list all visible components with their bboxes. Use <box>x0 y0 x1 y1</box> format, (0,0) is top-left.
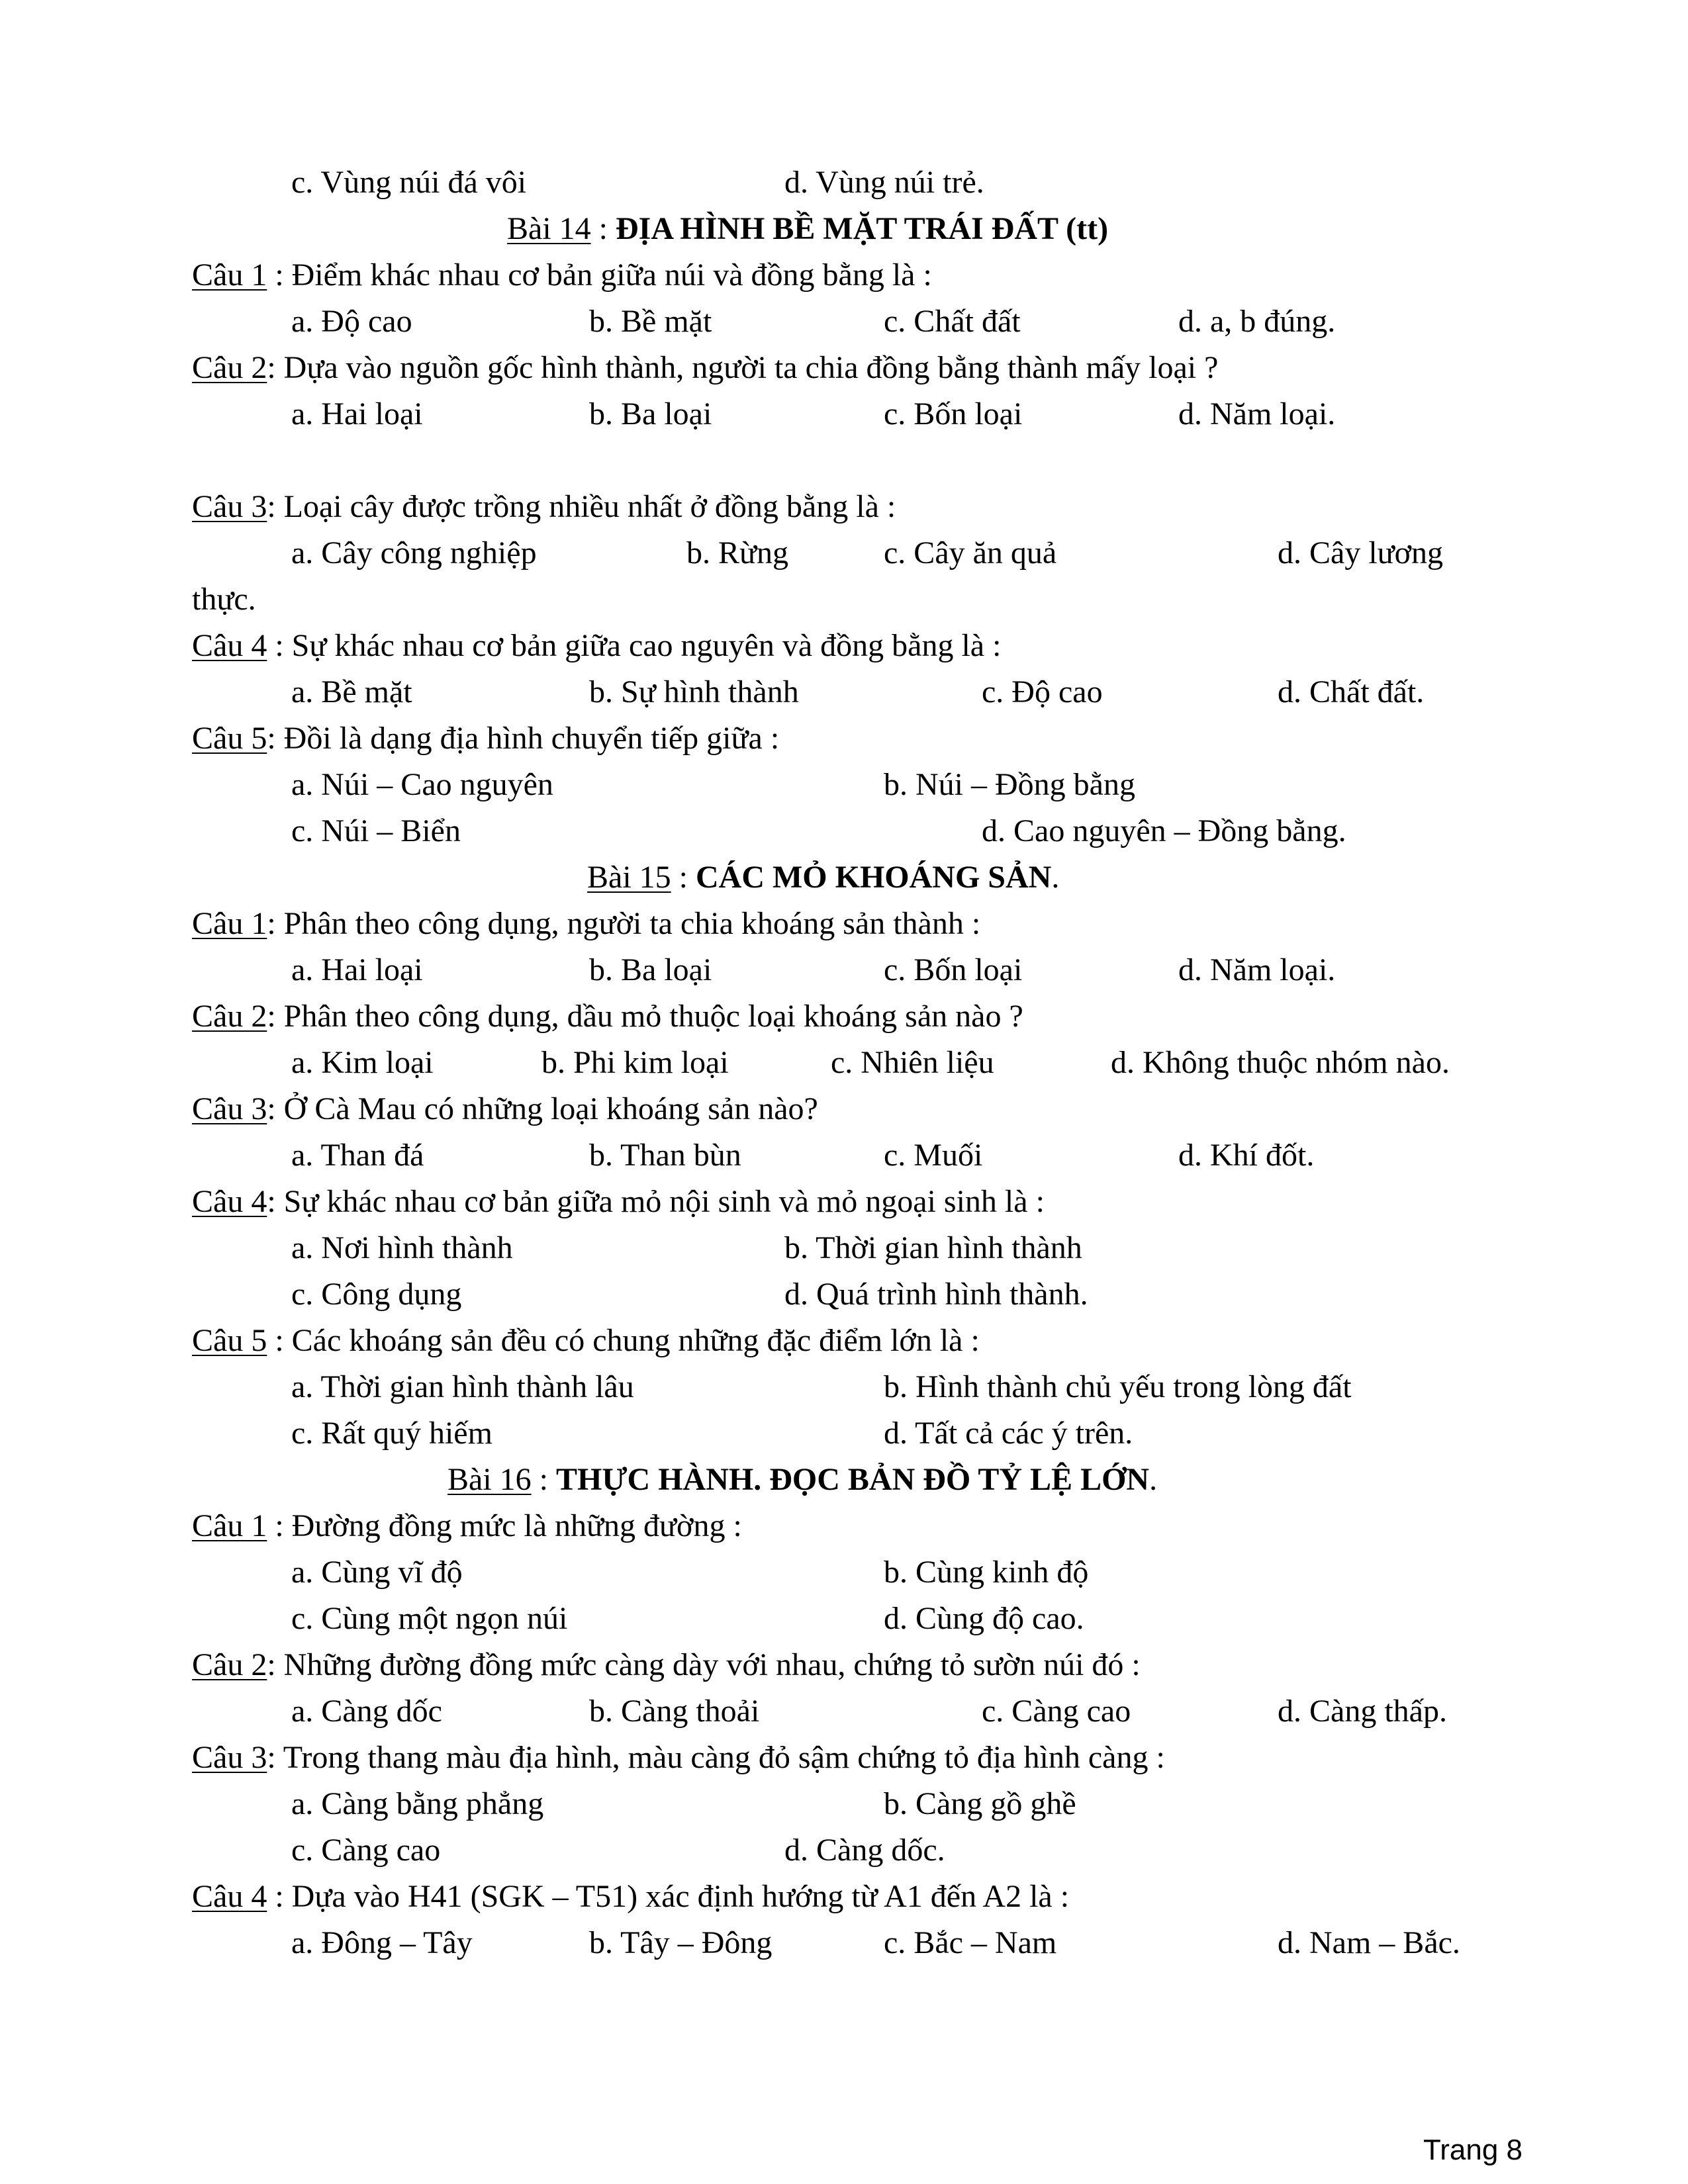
option: c. Rất quý hiếm <box>291 1416 492 1451</box>
question-label: Câu 5 <box>192 1323 267 1358</box>
option: d. Cao nguyên – Đồng bằng. <box>982 813 1346 848</box>
question-label: Câu 4 <box>192 1184 267 1219</box>
question-text: : Sự khác nhau cơ bản giữa cao nguyên và đồng bằng là : <box>267 628 1002 663</box>
question <box>192 997 1023 1036</box>
question-text: : Các khoáng sản đều có chung những đặc điểm lớn là : <box>267 1323 980 1358</box>
question <box>192 487 896 527</box>
question-text: : Trong thang màu địa hình, màu càng đỏ sậm chứng tỏ địa hình càng : <box>267 1740 1165 1775</box>
option: d. Năm loại. <box>1178 396 1336 432</box>
section-heading: Bài 15 : CÁC MỎ KHOÁNG SẢN. <box>587 860 1060 895</box>
option: a. Núi – Cao nguyên <box>291 767 553 802</box>
question-label: Câu 4 <box>192 628 267 663</box>
question <box>192 1645 1141 1685</box>
option: a. Thời gian hình thành lâu <box>291 1369 634 1404</box>
question <box>192 1877 1069 1917</box>
option: c. Cây ăn quả <box>884 535 1057 570</box>
option: d. Không thuộc nhóm nào. <box>1111 1045 1450 1080</box>
option: a. Đông – Tây <box>291 1925 473 1960</box>
option: b. Núi – Đồng bằng <box>884 767 1135 802</box>
question <box>192 719 779 758</box>
question <box>192 1738 1165 1778</box>
question-text: : Điểm khác nhau cơ bản giữa núi và đồng bằng là : <box>267 257 932 293</box>
question-label: Câu 5 <box>192 721 267 756</box>
option: d. Quá trình hình thành. <box>784 1277 1088 1312</box>
question-label: Câu 2 <box>192 999 267 1034</box>
question <box>192 626 1001 666</box>
question <box>192 255 932 295</box>
question-label: Câu 1 <box>192 906 267 941</box>
option: a. Hai loại <box>291 396 423 432</box>
option-c: c. Vùng núi đá vôi <box>291 165 527 200</box>
option: b. Than bùn <box>589 1138 741 1173</box>
option: b. Bề mặt <box>589 304 712 339</box>
question-text: : Sự khác nhau cơ bản giữa mỏ nội sinh và mỏ ngoại sinh là : <box>267 1184 1045 1219</box>
question-text: : Đường đồng mức là những đường : <box>267 1508 742 1543</box>
option: d. Càng dốc. <box>784 1833 945 1868</box>
option: a. Cùng vĩ độ <box>291 1555 463 1590</box>
question <box>192 348 1218 388</box>
option: d. a, b đúng. <box>1178 304 1336 339</box>
option: b. Ba loại <box>589 952 712 987</box>
option: d. Khí đốt. <box>1178 1138 1315 1173</box>
option: c. Núi – Biển <box>291 813 461 848</box>
question <box>192 1321 980 1361</box>
option: b. Sự hình thành <box>589 674 799 709</box>
option: c. Nhiên liệu <box>831 1045 994 1080</box>
section-title: ĐỊA HÌNH BỀ MẶT TRÁI ĐẤT (tt) <box>616 211 1109 246</box>
option: c. Công dụng <box>291 1277 462 1312</box>
question-label: Câu 1 <box>192 1508 267 1543</box>
option: c. Càng cao <box>982 1694 1131 1729</box>
question-label: Câu 3 <box>192 489 267 524</box>
option: c. Chất đất <box>884 304 1021 339</box>
option: b. Càng thoải <box>589 1694 760 1729</box>
question-label: Câu 3 <box>192 1740 267 1775</box>
section-label: Bài 14 <box>507 211 591 246</box>
option: d. Càng thấp. <box>1278 1694 1447 1729</box>
option: a. Kim loại <box>291 1045 434 1080</box>
question-label: Câu 4 <box>192 1879 267 1914</box>
section-heading: Bài 16 : THỰC HÀNH. ĐỌC BẢN ĐỒ TỶ LỆ LỚN. <box>447 1462 1158 1497</box>
question <box>192 904 980 944</box>
question <box>192 1506 742 1546</box>
option: b. Càng gồ ghề <box>884 1786 1076 1821</box>
question-label: Câu 1 <box>192 257 267 293</box>
option: b. Rừng <box>686 535 789 570</box>
option: b. Hình thành chủ yếu trong lòng đất <box>884 1369 1352 1404</box>
question <box>192 1089 818 1129</box>
option: b. Phi kim loại <box>541 1045 729 1080</box>
question-text: : Dựa vào H41 (SGK – T51) xác định hướng từ A1 đến A2 là : <box>267 1879 1070 1914</box>
page-number: Trang 8 <box>1423 2134 1523 2166</box>
option: a. Càng bằng phẳng <box>291 1786 544 1821</box>
option: c. Bốn loại <box>884 396 1023 432</box>
question-text: : Đồi là dạng địa hình chuyển tiếp giữa : <box>267 721 780 756</box>
question-text: : Ở Cà Mau có những loại khoáng sản nào? <box>267 1091 818 1126</box>
option: a. Than đá <box>291 1138 424 1173</box>
option: a. Nơi hình thành <box>291 1230 513 1265</box>
question-text: : Dựa vào nguồn gốc hình thành, người ta chia đồng bằng thành mấy loại ? <box>267 350 1219 385</box>
section-title: CÁC MỎ KHOÁNG SẢN <box>696 860 1052 895</box>
question-label: Câu 3 <box>192 1091 267 1126</box>
option-continuation: thực. <box>192 582 256 617</box>
section-heading: Bài 14 : ĐỊA HÌNH BỀ MẶT TRÁI ĐẤT (tt) <box>507 211 1109 246</box>
option: a. Càng dốc <box>291 1694 442 1729</box>
option: c. Bốn loại <box>884 952 1023 987</box>
option: a. Hai loại <box>291 952 423 987</box>
option: b. Ba loại <box>589 396 712 432</box>
question-label: Câu 2 <box>192 350 267 385</box>
option: a. Độ cao <box>291 304 412 339</box>
option: b. Cùng kinh độ <box>884 1555 1089 1590</box>
option-d: d. Vùng núi trẻ. <box>784 165 984 200</box>
option: d. Cùng độ cao. <box>884 1601 1084 1636</box>
section-title: THỰC HÀNH. ĐỌC BẢN ĐỒ TỶ LỆ LỚN <box>556 1462 1150 1497</box>
option: b. Thời gian hình thành <box>784 1230 1082 1265</box>
option: c. Độ cao <box>982 674 1103 709</box>
question-text: : Loại cây được trồng nhiều nhất ở đồng bằng là : <box>267 489 896 524</box>
option: c. Muối <box>884 1138 983 1173</box>
option: a. Cây công nghiệp <box>291 535 537 570</box>
section-label: Bài 15 <box>587 860 671 895</box>
question <box>192 1182 1045 1222</box>
question-text: : Phân theo công dụng, dầu mỏ thuộc loại khoáng sản nào ? <box>267 999 1023 1034</box>
question-text: : Những đường đồng mức càng dày với nhau, chứng tỏ sườn núi đó : <box>267 1647 1141 1682</box>
option: c. Bắc – Nam <box>884 1925 1057 1960</box>
option: c. Cùng một ngọn núi <box>291 1601 568 1636</box>
option: d. Tất cả các ý trên. <box>884 1416 1133 1451</box>
section-label: Bài 16 <box>447 1462 532 1497</box>
option: d. Nam – Bắc. <box>1278 1925 1460 1960</box>
question-text: : Phân theo công dụng, người ta chia khoáng sản thành : <box>267 906 981 941</box>
option: c. Càng cao <box>291 1833 441 1868</box>
option: a. Bề mặt <box>291 674 412 709</box>
option: d. Năm loại. <box>1178 952 1336 987</box>
option: d. Chất đất. <box>1278 674 1425 709</box>
option: b. Tây – Đông <box>589 1925 773 1960</box>
option: d. Cây lương <box>1278 535 1444 570</box>
question-label: Câu 2 <box>192 1647 267 1682</box>
